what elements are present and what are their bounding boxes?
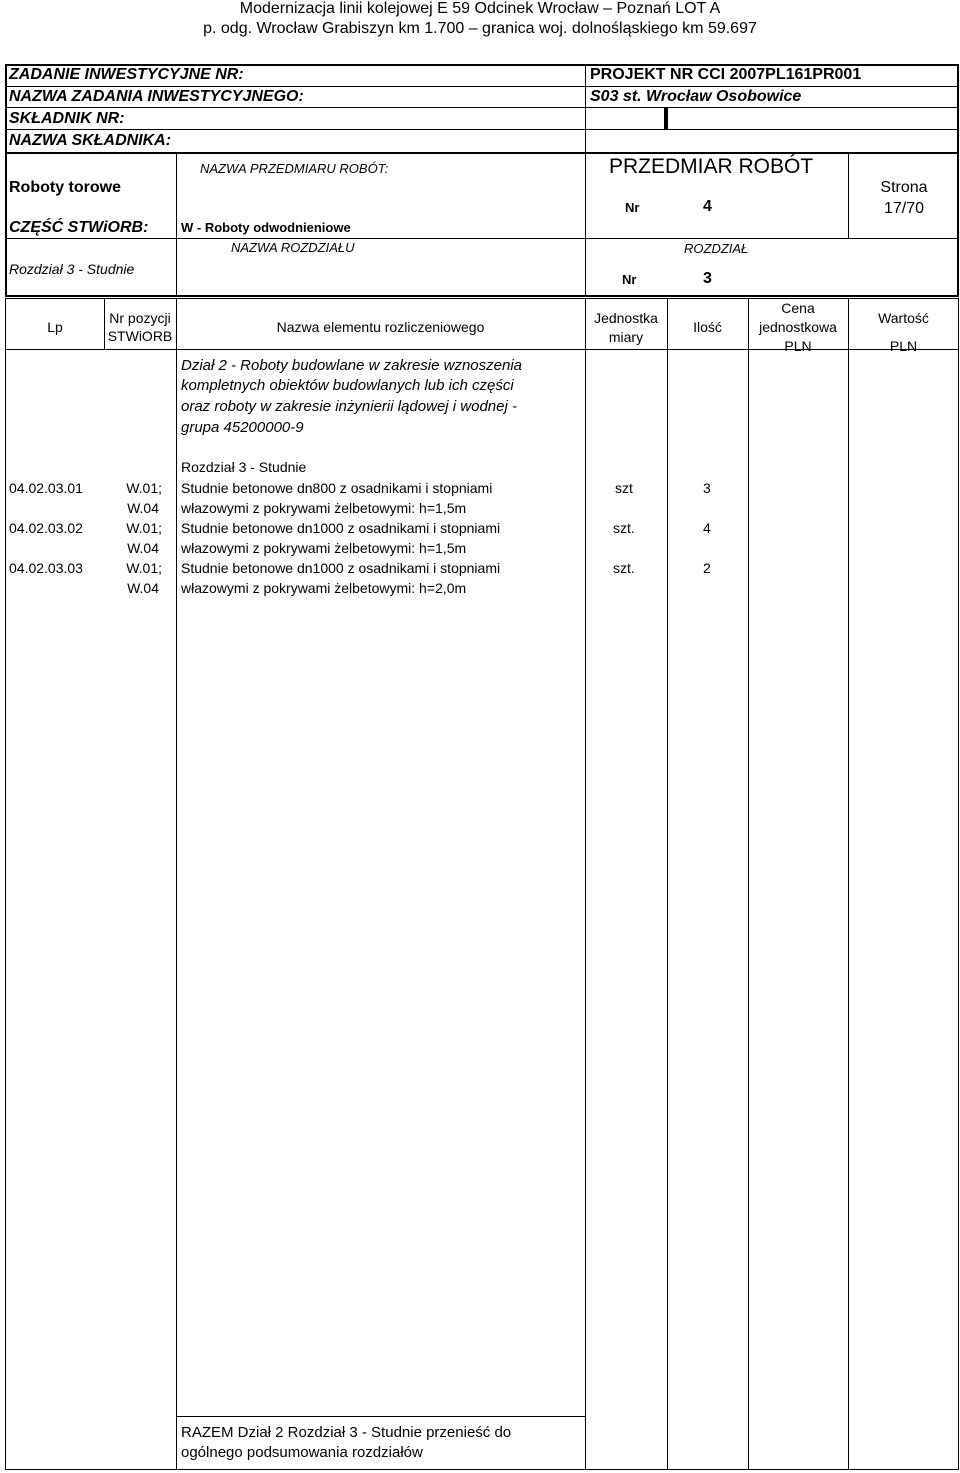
przedmiar-title: PRZEDMIAR ROBÓT xyxy=(609,155,814,178)
czesc-label: CZĘŚĆ STWiORB: xyxy=(9,219,149,236)
rozdzial-caption: ROZDZIAŁ xyxy=(684,241,749,256)
row-unit: szt. xyxy=(613,560,635,576)
station-name: S03 st. Wrocław Osobowice xyxy=(590,88,802,105)
footer-line2: ogólnego podsumowania rozdziałów xyxy=(181,1444,423,1461)
section-name: Roboty torowe xyxy=(9,179,121,196)
row-qty: 2 xyxy=(703,560,711,576)
row-name1: Studnie betonowe dn1000 z osadnikami i stopniami xyxy=(181,520,501,536)
col-jednostka: Jednostka xyxy=(594,310,658,326)
row-name2: włazowymi z pokrywami żelbetowymi: h=1,5m xyxy=(181,540,467,556)
nr-value: 4 xyxy=(703,198,712,215)
row-name1: Studnie betonowe dn800 z osadnikami i stopniami xyxy=(181,480,493,496)
row-nr1: W.01; xyxy=(126,520,162,536)
row-nr1: W.01; xyxy=(126,560,162,576)
row-name1: Studnie betonowe dn1000 z osadnikami i stopniami xyxy=(181,560,501,576)
row-unit: szt xyxy=(615,480,633,496)
row-qty: 3 xyxy=(703,480,711,496)
col-jednostkowa: jednostkowa xyxy=(759,319,837,335)
row-nr1: W.01; xyxy=(126,480,162,496)
dzial-line4: grupa 45200000-9 xyxy=(181,419,304,436)
rozdzial-heading: Rozdział 3 - Studnie xyxy=(181,459,307,475)
dzial-line3: oraz roboty w zakresie inżynierii lądowej i wodnej - xyxy=(181,398,517,415)
col-nr-pozycji: Nr pozycji xyxy=(109,310,171,326)
col-wartosc-pln: PLN xyxy=(889,338,918,354)
col-stwiorb: STWiORB xyxy=(107,328,173,344)
rozdzial-nr-value: 3 xyxy=(703,270,712,287)
document-title-line1: Modernizacja linii kolejowej E 59 Odcinek Wrocław – Poznań LOT A xyxy=(239,0,721,17)
row-name2: włazowymi z pokrywami żelbetowymi: h=1,5m xyxy=(181,500,467,516)
row-lp: 04.02.03.01 xyxy=(9,480,83,496)
nr-label: Nr xyxy=(625,200,640,215)
row-nr2: W.04 xyxy=(127,540,159,556)
row-qty: 4 xyxy=(703,520,711,536)
skladnik-label: SKŁADNIK NR: xyxy=(9,110,125,127)
col-ilosc: Ilość xyxy=(693,319,722,335)
row-lp: 04.02.03.03 xyxy=(9,560,83,576)
rozdzial-label: Rozdział 3 - Studnie xyxy=(9,261,135,277)
footer-line1: RAZEM Dział 2 Rozdział 3 - Studnie przenieść do xyxy=(181,1424,512,1441)
col-cena-pln: PLN xyxy=(784,338,812,354)
strona-label: Strona xyxy=(880,179,928,196)
dzial-line1: Dział 2 - Roboty budowlane w zakresie wznoszenia xyxy=(181,357,523,374)
projekt-number: PROJEKT NR CCI 2007PL161PR001 xyxy=(590,66,862,83)
dzial-line2: kompletnych obiektów budowlanych lub ich części xyxy=(181,377,514,394)
col-wartosc: Wartość xyxy=(878,310,929,326)
rozdzial-nr-label: Nr xyxy=(622,272,637,287)
przedmiar-name: W - Roboty odwodnieniowe xyxy=(181,220,351,235)
row-lp: 04.02.03.02 xyxy=(9,520,83,536)
document-title-line2: p. odg. Wrocław Grabiszyn km 1.700 – granica woj. dolnośląskiego km 59.697 xyxy=(203,20,757,37)
nazwa-przedmiaru-label: NAZWA PRZEDMIARU ROBÓT: xyxy=(200,161,389,176)
row-nr2: W.04 xyxy=(127,500,159,516)
zadanie-label: ZADANIE INWESTYCYJNE NR: xyxy=(9,66,244,83)
col-miary: miary xyxy=(608,329,644,345)
col-lp: Lp xyxy=(47,319,63,335)
nazwa-skladnika-label: NAZWA SKŁADNIKA: xyxy=(9,132,172,149)
col-cena: Cena xyxy=(781,300,815,316)
row-name2: włazowymi z pokrywami żelbetowymi: h=2,0m xyxy=(181,580,467,596)
row-nr2: W.04 xyxy=(127,580,159,596)
col-nazwa: Nazwa elementu rozliczeniowego xyxy=(276,319,485,335)
row-unit: szt. xyxy=(613,520,635,536)
nazwa-zadania-label: NAZWA ZADANIA INWESTYCYJNEGO: xyxy=(9,88,304,105)
nazwa-rozdzialu-label: NAZWA ROZDZIAŁU xyxy=(231,240,355,255)
table-frame xyxy=(5,298,959,1470)
strona-value: 17/70 xyxy=(883,200,925,217)
